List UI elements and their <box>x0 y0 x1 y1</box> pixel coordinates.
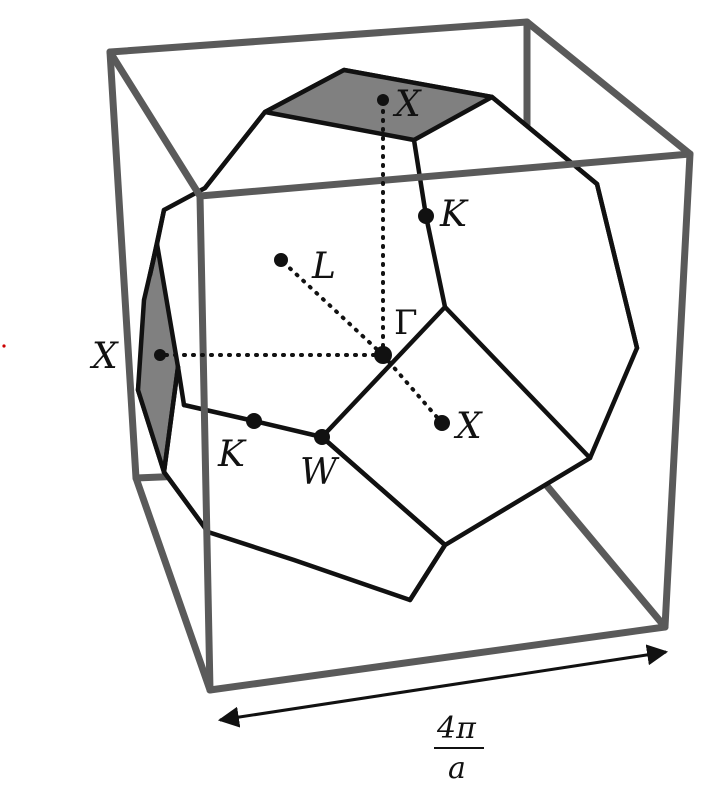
label-gamma: Γ <box>394 303 418 343</box>
point-k-lower <box>246 413 262 429</box>
point-k-upper <box>418 208 434 224</box>
label-k-lower: K <box>218 434 245 475</box>
label-l: L <box>312 246 336 287</box>
point-x-left <box>154 349 166 361</box>
point-x-top <box>377 94 389 106</box>
zone-silhouette <box>138 70 637 600</box>
brillouin-zone <box>138 70 637 600</box>
point-w <box>314 429 330 445</box>
stray-marker <box>2 344 5 347</box>
point-l <box>274 253 288 267</box>
dimension-arrow <box>220 652 666 786</box>
arrow-line <box>220 652 666 720</box>
dimension-numerator: 4π <box>437 711 476 746</box>
point-x-front <box>434 415 450 431</box>
label-x-top: X <box>395 84 421 125</box>
label-k-upper: K <box>440 194 467 235</box>
label-w: W <box>300 452 338 493</box>
point-gamma <box>374 346 392 364</box>
label-x-left: X <box>92 336 118 377</box>
dimension-denominator: a <box>448 751 466 786</box>
label-x-front: X <box>456 406 482 447</box>
